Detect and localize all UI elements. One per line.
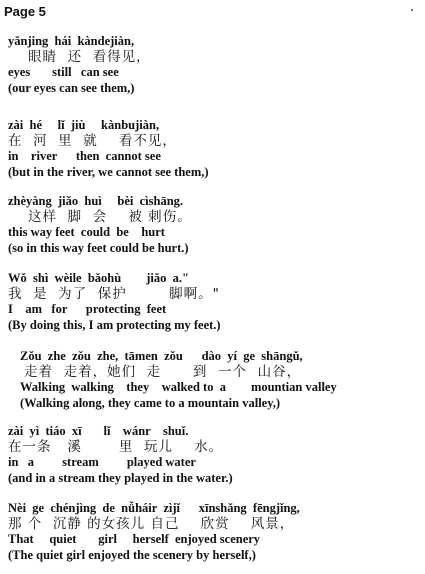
pinyin-line: zài yì tiáo xī lǐ wánr shuǐ. <box>8 424 189 438</box>
translation-line: (By doing this, I am protecting my feet.) <box>8 317 221 332</box>
pinyin-line: yǎnjing hái kàndejiàn, <box>8 34 135 48</box>
hanzi-line: 这样 脚 会 被 刺伤。 <box>28 208 192 225</box>
gloss-line: in river then cannot see <box>8 149 161 163</box>
translation-line: (our eyes can see them,) <box>8 80 135 95</box>
stanza-1 <box>8 34 418 96</box>
page-number: Page 5 <box>4 4 46 19</box>
hanzi-line: 我 是 为了 保护 脚啊。" <box>8 285 220 302</box>
translation-line: (so in this way feet could be hurt.) <box>8 240 189 255</box>
hanzi-line: 在一条 溪 里 玩儿 水。 <box>8 438 224 455</box>
pinyin-line: Nèi ge chénjìng de nǚháir zìjǐ xīnshǎng fēngjǐng, <box>8 501 300 515</box>
hanzi-line: 眼睛 还 看得见， <box>28 48 151 65</box>
gloss-line: I am for protecting feet <box>8 302 167 316</box>
gloss-line: eyes still can see <box>8 65 119 79</box>
stanza-5 <box>20 349 425 411</box>
translation-line: (Walking along, they came to a mountain valley,) <box>20 395 281 410</box>
hanzi-line: 那 个 沉静 的女孩儿 自己 欣赏 风景， <box>8 515 295 532</box>
pinyin-line: Zǒu zhe zǒu zhe, tāmen zǒu dào yí ge shāngǔ, <box>20 349 303 363</box>
stanza-6 <box>8 424 418 486</box>
gloss-line: this way feet could be hurt <box>8 225 165 239</box>
translation-line: (and in a stream they played in the water.) <box>8 470 233 485</box>
translation-line: (The quiet girl enjoyed the scenery by herself,) <box>8 547 256 562</box>
pinyin-line: zhèyàng jiǎo huì bèi cìshāng. <box>8 194 184 208</box>
gloss-line: in a stream played water <box>8 455 196 469</box>
gloss-line: Walking walking they walked to a mountian valley <box>20 380 337 394</box>
translation-line: (but in the river, we cannot see them,) <box>8 164 209 179</box>
hanzi-line: 在 河 里 就 看不见， <box>8 132 177 149</box>
gloss-line: That quiet girl herself enjoyed scenery <box>8 532 261 546</box>
stanza-3 <box>8 194 418 256</box>
stanza-7 <box>8 501 418 563</box>
stanza-2 <box>8 118 418 180</box>
pinyin-line: Wǒ shì wèile bǎohù jiǎo a." <box>8 271 189 285</box>
hanzi-line: 走着 走着，她们 走 到 一个 山谷， <box>24 363 302 380</box>
pinyin-line: zài hé lǐ jiù kànbujiàn, <box>8 118 160 132</box>
stanza-4 <box>8 271 418 333</box>
scan-speck <box>411 9 413 11</box>
